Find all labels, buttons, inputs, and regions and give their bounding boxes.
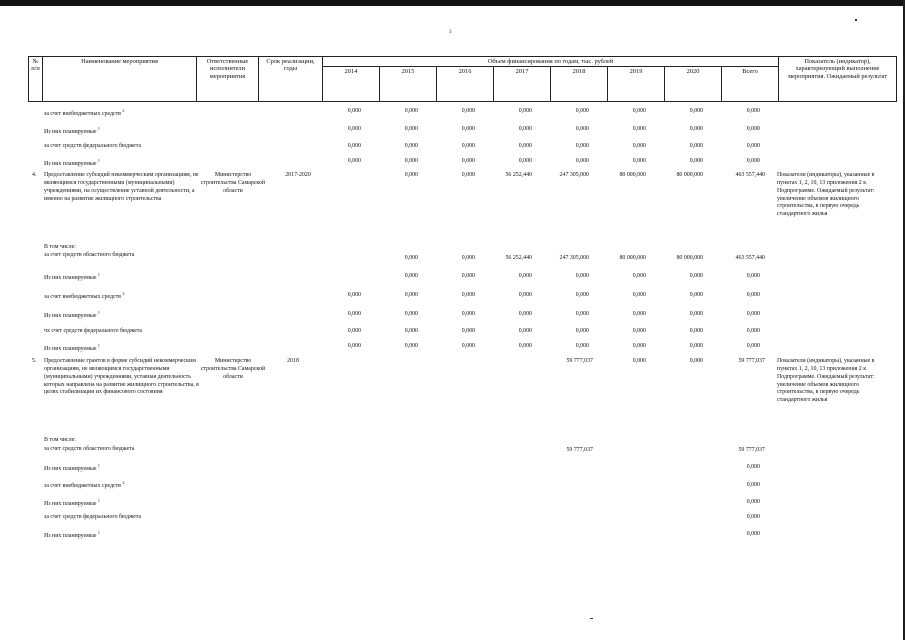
row-label-including: В том числе: xyxy=(44,437,76,443)
cell-value: 59 777,037 xyxy=(566,358,593,364)
cell-value: 80 000,000 xyxy=(619,172,646,178)
cell-value: 0,000 xyxy=(404,143,418,149)
cell-total: 0,000 xyxy=(746,482,760,488)
header-year: 2018 xyxy=(551,67,608,102)
cell-value: 80 000,000 xyxy=(619,255,646,261)
cell-total: 463 557,440 xyxy=(735,172,765,178)
row-label-federal: за счет средств федерального бюджета xyxy=(44,514,142,520)
cell-value: 0,000 xyxy=(632,311,646,317)
cell-value: 59 777,037 xyxy=(566,447,593,453)
cell-value: 0,000 xyxy=(461,172,475,178)
item-number: 5. xyxy=(32,358,37,364)
cell-total: 0,000 xyxy=(746,464,760,470)
header-responsible: Ответственные исполнители мероприятия xyxy=(197,57,259,102)
cell-total: 0,000 xyxy=(746,126,760,132)
row-label-federal: чх счет средств федерального бюджета xyxy=(44,328,142,334)
cell-value: 0,000 xyxy=(632,292,646,298)
cell-value: 0,000 xyxy=(404,273,418,279)
row-label-federal: за счет средств федерального бюджета xyxy=(44,143,142,149)
cell-value: 0,000 xyxy=(461,343,475,349)
cell-value: 0,000 xyxy=(461,143,475,149)
cell-value: 0,000 xyxy=(575,273,589,279)
cell-total: 0,000 xyxy=(746,108,760,114)
cell-value: 0,000 xyxy=(575,143,589,149)
cell-value: 0,000 xyxy=(632,358,646,364)
cell-value: 0,000 xyxy=(632,143,646,149)
cell-total: 0,000 xyxy=(746,343,760,349)
item-name: Предоставление грантов в форме субсидий некоммерческим организациям, не являющимся государственными (муниципальными) учреждениями, уставная деятельность которых направлена на развитие жилищного строительства, в целях стабилизации их финансового состояния xyxy=(44,358,199,396)
top-border xyxy=(0,0,905,6)
cell-value: 0,000 xyxy=(689,126,703,132)
cell-value: 0,000 xyxy=(347,143,361,149)
cell-value: 0,000 xyxy=(461,273,475,279)
cell-value: 0,000 xyxy=(689,358,703,364)
cell-value: 0,000 xyxy=(518,328,532,334)
cell-value: 0,000 xyxy=(689,108,703,114)
row-label-planned: Из них планируемые $^1$ xyxy=(44,272,100,281)
cell-value: 0,000 xyxy=(575,108,589,114)
cell-value: 0,000 xyxy=(404,255,418,261)
row-label-extrabudget: за счет внебюджетных средств $^2$ xyxy=(44,480,125,489)
cell-total: 0,000 xyxy=(746,143,760,149)
cell-value: 0,000 xyxy=(632,158,646,164)
row-label-planned: Из них планируемые $^1$ xyxy=(44,463,100,472)
page-marker: 3 xyxy=(449,30,452,35)
item-number: 4. xyxy=(32,172,37,178)
cell-value: 0,000 xyxy=(404,126,418,132)
cell-value: 0,000 xyxy=(518,343,532,349)
cell-value: 0,000 xyxy=(689,343,703,349)
item-period: 2017-2020 xyxy=(285,172,311,178)
cell-value: 0,000 xyxy=(347,126,361,132)
item-name: Предоставление субсидий некоммерческим организациям, не являющимся государственными (муниципальными) учреждениями, на осуществление уставной деятельности, а именно на развитие жилищного строительства xyxy=(44,172,199,202)
cell-value: 0,000 xyxy=(347,328,361,334)
cell-total: 59 777,037 xyxy=(738,447,765,453)
cell-value: 0,000 xyxy=(575,292,589,298)
row-label-planned: Из них планируемые $^1$ xyxy=(44,126,100,135)
header-year: 2015 xyxy=(380,67,437,102)
header-year: 2020 xyxy=(665,67,722,102)
cell-total: 0,000 xyxy=(746,273,760,279)
cell-total: 0,000 xyxy=(746,311,760,317)
cell-value: 0,000 xyxy=(689,328,703,334)
cell-value: 0,000 xyxy=(632,328,646,334)
cell-value: 0,000 xyxy=(404,343,418,349)
row-label-extrabudget: за счет внебюджетных средств $^2$ xyxy=(44,108,125,117)
cell-value: 0,000 xyxy=(632,343,646,349)
cell-value: 0,000 xyxy=(347,108,361,114)
cell-value: 0,000 xyxy=(689,158,703,164)
cell-value: 0,000 xyxy=(347,292,361,298)
cell-value: 0,000 xyxy=(404,108,418,114)
cell-value: 0,000 xyxy=(404,292,418,298)
cell-value: 0,000 xyxy=(632,126,646,132)
header-year: 2014 xyxy=(323,67,380,102)
scan-speck xyxy=(590,618,593,619)
cell-value: 0,000 xyxy=(518,126,532,132)
row-label-planned: Из них планируемые $^1$ xyxy=(44,530,100,539)
scan-speck xyxy=(855,19,857,21)
cell-value: 0,000 xyxy=(461,126,475,132)
cell-value: 0,000 xyxy=(461,311,475,317)
cell-value: 0,000 xyxy=(404,311,418,317)
cell-total: 0,000 xyxy=(746,328,760,334)
cell-value: 0,000 xyxy=(461,158,475,164)
cell-value: 0,000 xyxy=(404,158,418,164)
cell-value: 247 305,000 xyxy=(559,255,589,261)
header-year-total: Всего xyxy=(722,67,779,102)
cell-total: 59 777,037 xyxy=(738,358,765,364)
row-label-regional: за счет средств областного бюджета xyxy=(44,252,135,258)
cell-value: 0,000 xyxy=(518,292,532,298)
cell-value: 80 000,000 xyxy=(676,172,703,178)
cell-value: 0,000 xyxy=(461,108,475,114)
cell-value: 56 252,440 xyxy=(505,255,532,261)
cell-value: 0,000 xyxy=(518,311,532,317)
item-indicator: Показатели (индикаторы), указанные в пунктах 1, 2, 10, 13 приложения 2 к Подпрограмме. Ожидаемый результат: увеличение объемов жилищного строительства, в первую очередь стандартного жилья xyxy=(777,358,875,404)
cell-value: 0,000 xyxy=(404,172,418,178)
cell-value: 0,000 xyxy=(461,255,475,261)
cell-value: 0,000 xyxy=(689,311,703,317)
cell-total: 0,000 xyxy=(746,292,760,298)
row-label-including: В том числе: xyxy=(44,244,76,250)
table-header xyxy=(28,56,897,102)
cell-value: 0,000 xyxy=(632,108,646,114)
cell-value: 0,000 xyxy=(461,328,475,334)
cell-value: 0,000 xyxy=(575,328,589,334)
header-financing: Объем финансирования по годам, тыс. рублей xyxy=(323,57,779,67)
cell-value: 0,000 xyxy=(518,143,532,149)
cell-value: 0,000 xyxy=(689,273,703,279)
cell-value: 0,000 xyxy=(404,328,418,334)
row-label-extrabudget: за счет внебюджетных средств $^2$ xyxy=(44,291,125,300)
item-responsible: Министерство строительства Самарской области xyxy=(200,358,266,380)
cell-value: 0,000 xyxy=(347,158,361,164)
cell-total: 0,000 xyxy=(746,499,760,505)
cell-value: 0,000 xyxy=(461,292,475,298)
cell-value: 0,000 xyxy=(575,311,589,317)
header-period: Срок реализации, годы xyxy=(259,57,323,102)
cell-value: 0,000 xyxy=(632,273,646,279)
cell-value: 0,000 xyxy=(347,311,361,317)
header-name: Наименование мероприятия xyxy=(43,57,197,102)
cell-value: 0,000 xyxy=(689,292,703,298)
header-year: 2016 xyxy=(437,67,494,102)
row-label-planned: Из них планируемые $^1$ xyxy=(44,498,100,507)
cell-value: 0,000 xyxy=(518,273,532,279)
row-label-planned: Из них планируемые $^1$ xyxy=(44,310,100,319)
cell-value: 0,000 xyxy=(518,158,532,164)
row-label-planned: Из них планируемые $^1$ xyxy=(44,158,100,167)
cell-value: 0,000 xyxy=(347,343,361,349)
row-label-regional: за счет средств областного бюджета xyxy=(44,446,135,452)
cell-total: 0,000 xyxy=(746,158,760,164)
cell-value: 0,000 xyxy=(575,343,589,349)
cell-value: 0,000 xyxy=(518,108,532,114)
cell-value: 80 000,000 xyxy=(676,255,703,261)
header-indicator: Показатель (индикатор), характеризующий выполнение мероприятия. Ожидаемый результат xyxy=(779,57,897,102)
row-label-planned: Из них планируемые $^1$ xyxy=(44,343,100,352)
header-num: № п/п xyxy=(29,57,43,102)
item-period: 2018 xyxy=(287,358,299,364)
cell-total: 0,000 xyxy=(746,531,760,537)
cell-total: 0,000 xyxy=(746,514,760,520)
cell-value: 0,000 xyxy=(689,143,703,149)
item-indicator: Показатели (индикаторы), указанные в пунктах 1, 2, 10, 13 приложения 2 к Подпрограмме. Ожидаемый результат: увеличение объемов жилищного строительства, в первую очередь стандартного жилья xyxy=(777,172,875,218)
item-responsible: Министерство строительства Самарской области xyxy=(200,172,266,194)
header-year: 2019 xyxy=(608,67,665,102)
cell-value: 56 252,440 xyxy=(505,172,532,178)
cell-total: 463 557,440 xyxy=(735,255,765,261)
cell-value: 247 305,000 xyxy=(559,172,589,178)
header-year: 2017 xyxy=(494,67,551,102)
cell-value: 0,000 xyxy=(575,158,589,164)
cell-value: 0,000 xyxy=(575,126,589,132)
